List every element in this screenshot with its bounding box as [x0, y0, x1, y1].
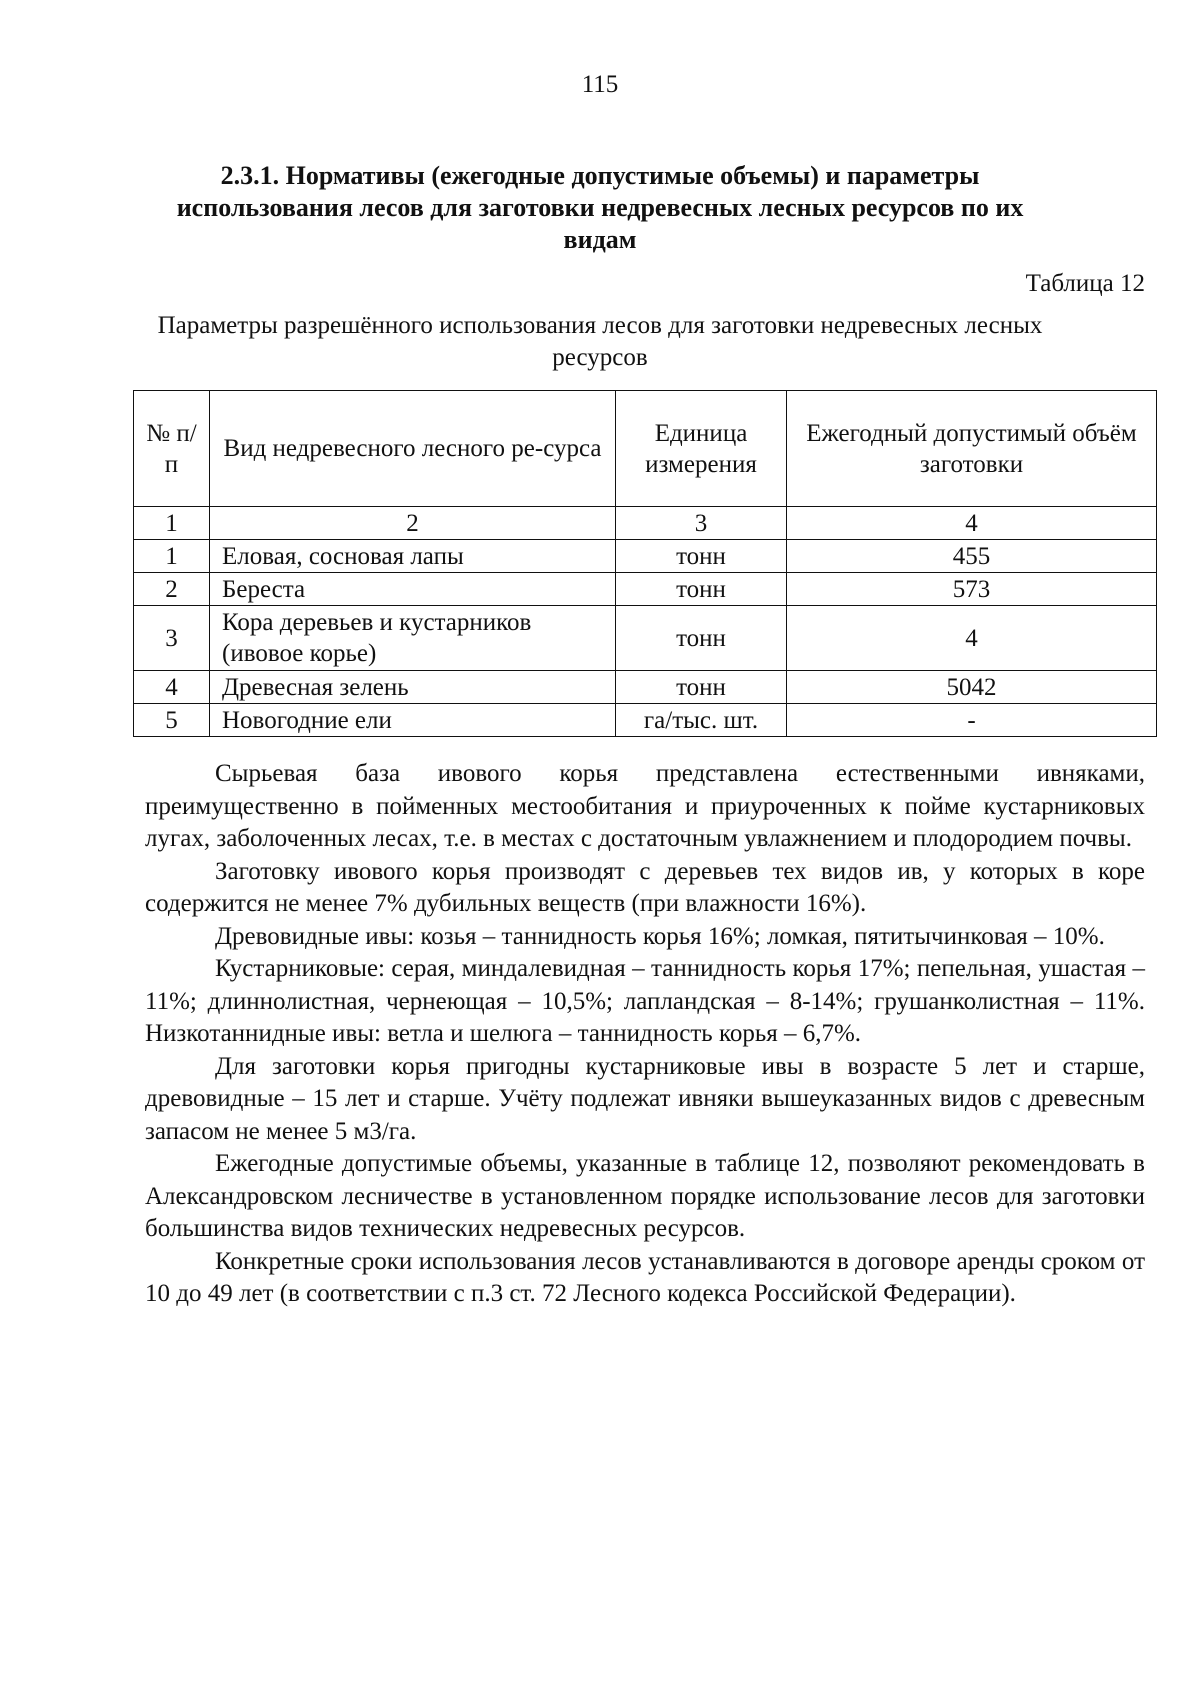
column-number-row: [134, 507, 1157, 540]
table-row: [134, 573, 1157, 606]
row-num: 3: [134, 606, 210, 671]
row-resource: Кора деревьев и кустарников (ивовое корье): [210, 606, 616, 671]
header-resource: Вид недревесного лесного ре-сурса: [210, 391, 616, 507]
page-number: 115: [581, 71, 619, 98]
row-unit: тонн: [616, 573, 787, 606]
table-caption: Параметры разрешённого использования лесов для заготовки недревесных лесных ресурсов: [157, 312, 1043, 371]
table-row: [134, 704, 1157, 737]
row-volume: 455: [787, 540, 1157, 573]
body-text: [145, 758, 1145, 1311]
row-num: 4: [134, 671, 210, 704]
paragraph: Ежегодные допустимые объемы, указанные в таблице 12, позволяют рекомендовать в Александровском лесничестве в установленном порядке использование лесов для заготовки большинства видов технических недревесных ресурсов.: [145, 1150, 1145, 1242]
section-heading: 2.3.1. Нормативы (ежегодные допустимые объемы) и параметры использования лесов для заготовки недревесных лесных ресурсов по их видам: [176, 161, 1024, 254]
resource-table: [133, 390, 1157, 737]
column-number: 3: [616, 507, 787, 540]
row-num: 1: [134, 540, 210, 573]
paragraph: Для заготовки корья пригодны кустарниковые ивы в возрасте 5 лет и старше, древовидные – 15 лет и старше. Учёту подлежат ивняки вышеуказанных видов с древесным запасом не менее 5 м3/га.: [145, 1052, 1145, 1145]
row-volume: 5042: [787, 671, 1157, 704]
paragraph: Древовидные ивы: козья – таннидность корья 16%; ломкая, пятитычинковая – 10%.: [215, 922, 1105, 950]
row-resource: Новогодние ели: [210, 704, 616, 737]
table-header-row: [134, 391, 1157, 507]
row-unit: тонн: [616, 671, 787, 704]
row-resource: Древесная зелень: [210, 671, 616, 704]
header-volume: Ежегодный допустимый объём заготовки: [787, 391, 1157, 507]
row-unit: тонн: [616, 540, 787, 573]
table-label: Таблица 12: [1025, 270, 1145, 297]
column-number: 4: [787, 507, 1157, 540]
row-volume: 4: [787, 606, 1157, 671]
table-row: [134, 606, 1157, 671]
row-resource: Еловая, сосновая лапы: [210, 540, 616, 573]
row-num: 2: [134, 573, 210, 606]
row-volume: -: [787, 704, 1157, 737]
paragraph: Конкретные сроки использования лесов устанавливаются в договоре аренды сроком от 10 до 49 лет (в соответствии с п.3 ст. 72 Лесного кодекса Российской Федерации).: [145, 1247, 1145, 1307]
column-number: 2: [210, 507, 616, 540]
paragraph: Заготовку ивового корья производят с деревьев тех видов ив, у которых в коре содержится не менее 7% дубильных веществ (при влажности 16%).: [145, 857, 1145, 917]
row-resource: Береста: [210, 573, 616, 606]
row-volume: 573: [787, 573, 1157, 606]
column-number: 1: [134, 507, 210, 540]
row-unit: га/тыс. шт.: [616, 704, 787, 737]
header-num: № п/п: [134, 391, 210, 507]
table-row: [134, 540, 1157, 573]
row-unit: тонн: [616, 606, 787, 671]
paragraph: Сырьевая база ивового корья представлена естественными ивняками, преимущественно в пойменных местообитания и приуроченных к пойме кустарниковых лугах, заболоченных лесах, т.е. в местах с достаточным увлажнением и плодородием почвы.: [145, 760, 1145, 852]
paragraph: Кустарниковые: серая, миндалевидная – таннидность корья 17%; пепельная, ушастая – 11%; длиннолистная, чернеющая – 10,5%; лапландская – 8-14%; грушанколистная – 11%. Низкотаннидные ивы: ветла и шелюга – таннидность корья – 6,7%.: [145, 955, 1145, 1047]
row-num: 5: [134, 704, 210, 737]
header-unit: Единица измерения: [616, 391, 787, 507]
table-row: [134, 671, 1157, 704]
